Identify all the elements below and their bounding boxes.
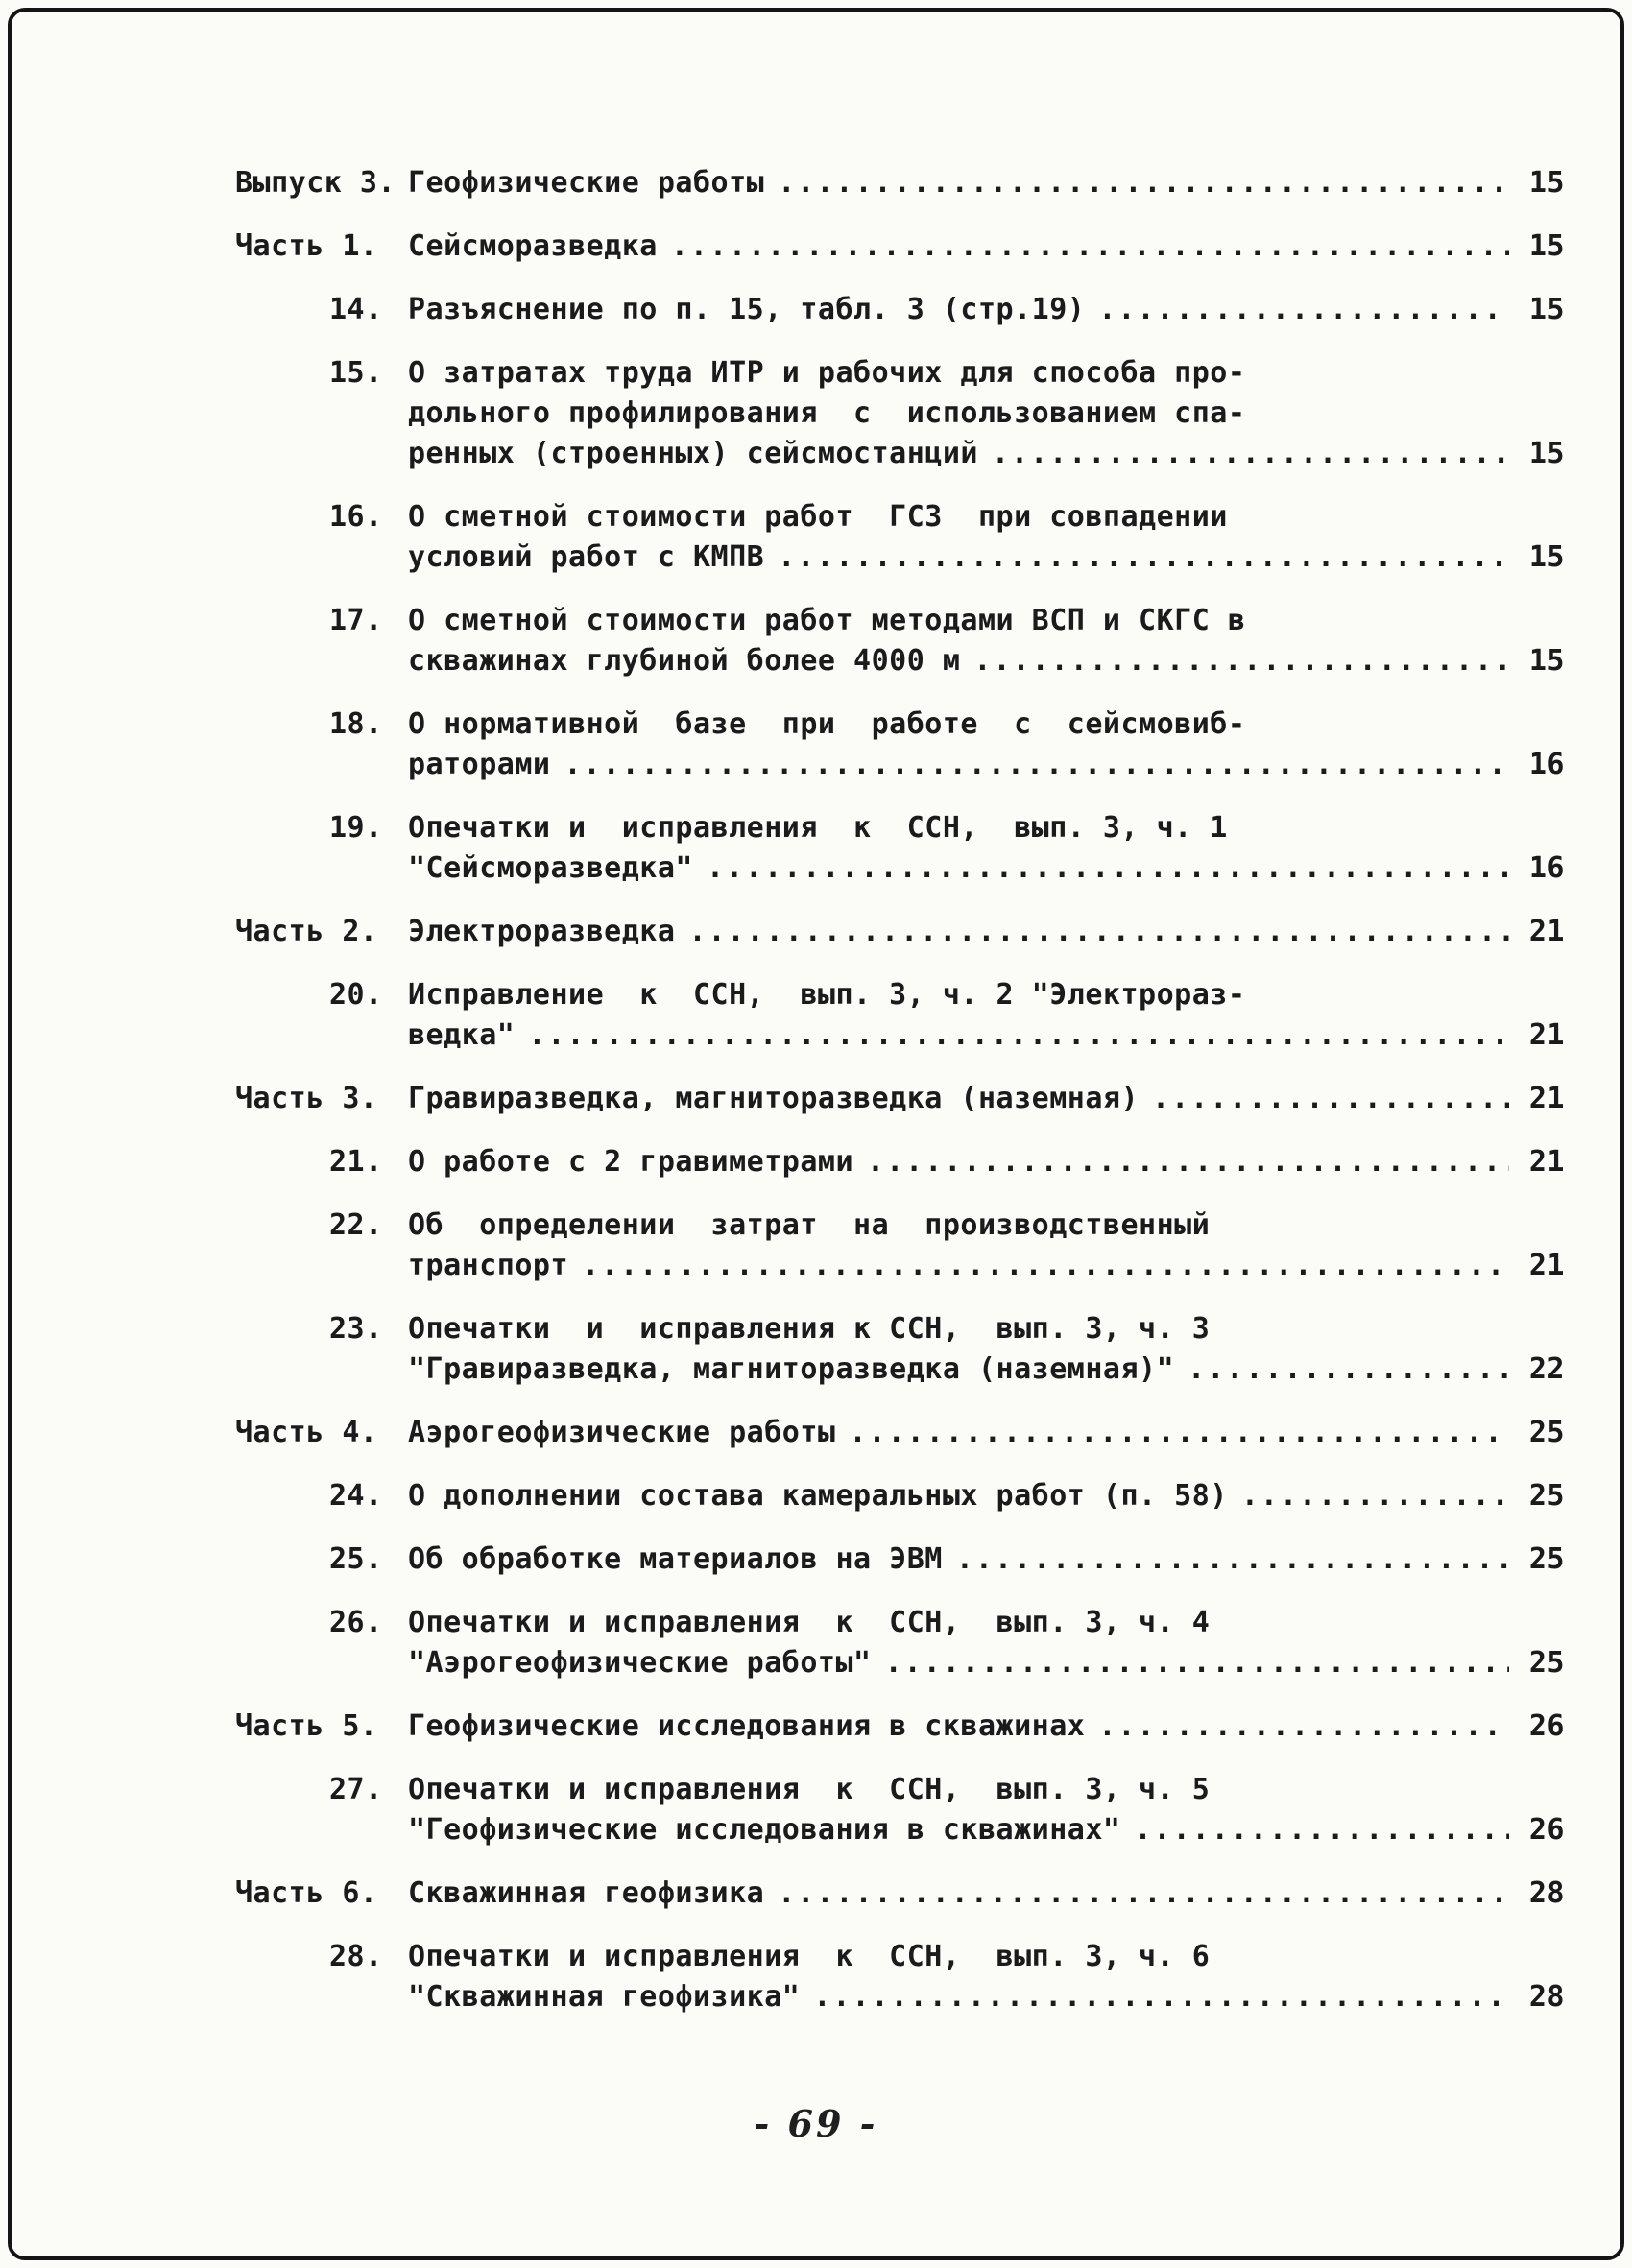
entry-label: 24.: [329, 1479, 383, 1513]
entry-page-number: 16: [1528, 748, 1565, 781]
entry-page-number: 28: [1528, 1876, 1565, 1910]
dot-leader: [764, 163, 1509, 203]
entry-line: [235, 1413, 1565, 1453]
entry-label: Часть 1.: [235, 229, 378, 263]
entry-line: [235, 434, 1565, 474]
entry-line: [235, 1079, 1565, 1119]
entry-line: [235, 227, 1565, 267]
entry-line: [235, 394, 1565, 434]
entry-label: 23.: [329, 1312, 383, 1346]
dot-leader: [658, 227, 1509, 267]
dot-leader: [675, 912, 1509, 952]
toc-entry: [235, 497, 1565, 578]
entry-label: Часть 6.: [235, 1876, 378, 1910]
entry-page-number: 28: [1528, 1980, 1565, 2014]
entry-line: [235, 497, 1565, 537]
dot-leader: [693, 848, 1509, 889]
entry-page-number: 25: [1528, 1479, 1565, 1513]
dot-leader: [835, 1413, 1509, 1453]
entry-page-number: 25: [1528, 1416, 1565, 1449]
entry-text: раторами: [408, 748, 551, 781]
entry-line: [235, 912, 1565, 952]
entry-page-number: 25: [1528, 1646, 1565, 1680]
toc-entry: [235, 1707, 1565, 1747]
entry-line: [235, 1309, 1565, 1349]
entry-page-number: 15: [1528, 229, 1565, 263]
toc-entry: [235, 1206, 1565, 1286]
dot-leader: [1120, 1810, 1509, 1850]
entry-label: 20.: [329, 978, 383, 1012]
toc-entry: [235, 1770, 1565, 1850]
toc-entry: [235, 1540, 1565, 1580]
entry-label: Часть 3.: [235, 1082, 378, 1115]
toc-entry: [235, 975, 1565, 1056]
dot-leader: [872, 1643, 1509, 1683]
toc-entry: [235, 227, 1565, 267]
toc-entry: [235, 704, 1565, 785]
entry-text: Скважинная геофизика: [408, 1876, 765, 1910]
entry-text: Об определении затрат на производственный: [408, 1208, 1211, 1242]
dot-leader: [515, 1015, 1509, 1056]
entry-page-number: 21: [1528, 1018, 1565, 1052]
entry-label: 25.: [329, 1542, 383, 1576]
entry-line: [235, 1349, 1565, 1390]
entry-label: 21.: [329, 1145, 383, 1179]
entry-line: [235, 163, 1565, 203]
entry-line: [235, 1540, 1565, 1580]
entry-label: 28.: [329, 1940, 383, 1973]
toc-entry: [235, 290, 1565, 330]
entry-page-number: 15: [1528, 437, 1565, 470]
entry-text: Геофизические исследования в скважинах: [408, 1709, 1086, 1743]
entry-text: ведка": [408, 1018, 516, 1052]
entry-line: [235, 745, 1565, 785]
entry-page-number: 15: [1528, 166, 1565, 200]
entry-label: 18.: [329, 707, 383, 741]
toc-entry: [235, 1413, 1565, 1453]
entry-line: [235, 704, 1565, 745]
dot-leader: [943, 1540, 1509, 1580]
entry-text: Разъяснение по п. 15, табл. 3 (стр.19): [408, 293, 1086, 326]
dot-leader: [800, 1977, 1509, 2017]
entry-page-number: 21: [1528, 1249, 1565, 1282]
entry-label: Часть 4.: [235, 1416, 378, 1449]
entry-page-number: 15: [1528, 540, 1565, 574]
toc-entry: [235, 1937, 1565, 2017]
toc-entry: [235, 912, 1565, 952]
toc-entry: [235, 1476, 1565, 1516]
entry-text: Опечатки и исправления к ССН, вып. 3, ч. 6: [408, 1940, 1211, 1973]
entry-text: транспорт: [408, 1249, 569, 1282]
toc-entry: [235, 163, 1565, 203]
entry-line: [235, 1015, 1565, 1056]
entry-text: Исправление к ССН, вып. 3, ч. 2 "Электрораз-: [408, 978, 1246, 1012]
toc-entry: [235, 808, 1565, 889]
entry-text: Опечатки и исправления к ССН, вып. 3, ч. 3: [408, 1312, 1211, 1346]
dot-leader: [1085, 290, 1509, 330]
entry-text: Опечатки и исправления к ССН, вып. 3, ч. 1: [408, 811, 1228, 845]
toc-entry: [235, 1603, 1565, 1683]
entry-line: [235, 1810, 1565, 1850]
entry-text: "Скважинная геофизика": [408, 1980, 801, 2014]
entry-line: [235, 1476, 1565, 1516]
entry-label: 26.: [329, 1606, 383, 1639]
entry-text: Опечатки и исправления к ССН, вып. 3, ч. 4: [408, 1606, 1211, 1639]
entry-line: [235, 537, 1565, 578]
entry-text: Об обработке материалов на ЭВМ: [408, 1542, 943, 1576]
entry-line: [235, 1937, 1565, 1977]
dot-leader: [960, 641, 1509, 681]
entry-label: 14.: [329, 293, 383, 326]
entry-label: 17.: [329, 604, 383, 637]
entry-label: 15.: [329, 356, 383, 390]
dot-leader: [978, 434, 1509, 474]
entry-text: дольного профилирования с использованием спа-: [408, 396, 1246, 430]
dot-leader: [1174, 1349, 1509, 1390]
entry-label: 27.: [329, 1773, 383, 1806]
entry-line: [235, 1603, 1565, 1643]
entry-text: "Аэрогеофизические работы": [408, 1646, 872, 1680]
toc-entry: [235, 601, 1565, 681]
entry-label: Выпуск 3.: [235, 166, 396, 200]
entry-line: [235, 808, 1565, 848]
entry-text: О затратах труда ИТР и рабочих для способа про-: [408, 356, 1246, 390]
entry-text: "Сейсморазведка": [408, 851, 693, 885]
dot-leader: [764, 537, 1509, 578]
entry-page-number: 25: [1528, 1542, 1565, 1576]
entry-text: Аэрогеофизические работы: [408, 1416, 836, 1449]
entry-text: "Гравиразведка, магниторазведка (наземная)": [408, 1352, 1175, 1386]
entry-line: [235, 353, 1565, 394]
entry-label: 16.: [329, 500, 383, 534]
dot-leader: [1228, 1476, 1509, 1516]
entry-line: [235, 1707, 1565, 1747]
entry-page-number: 21: [1528, 1145, 1565, 1179]
entry-text: Электроразведка: [408, 915, 676, 948]
entry-page-number: 21: [1528, 915, 1565, 948]
entry-text: О сметной стоимости работ ГСЗ при совпадении: [408, 500, 1228, 534]
entry-page-number: 15: [1528, 293, 1565, 326]
dot-leader: [568, 1246, 1509, 1286]
entry-line: [235, 601, 1565, 641]
entry-line: [235, 975, 1565, 1015]
entry-line: [235, 641, 1565, 681]
entry-page-number: 15: [1528, 644, 1565, 678]
toc-entry: [235, 1309, 1565, 1390]
entry-text: Опечатки и исправления к ССН, вып. 3, ч. 5: [408, 1773, 1211, 1806]
entry-line: [235, 1206, 1565, 1246]
entry-line: [235, 1142, 1565, 1182]
table-of-contents: [235, 163, 1565, 2017]
entry-text: О нормативной базе при работе с сейсмовиб-: [408, 707, 1246, 741]
entry-text: условий работ с КМПВ: [408, 540, 765, 574]
entry-text: О сметной стоимости работ методами ВСП и СКГС в: [408, 604, 1246, 637]
toc-entry: [235, 353, 1565, 474]
entry-line: [235, 1246, 1565, 1286]
toc-entry: [235, 1874, 1565, 1914]
entry-line: [235, 1874, 1565, 1914]
entry-line: [235, 1770, 1565, 1810]
entry-text: О работе с 2 гравиметрами: [408, 1145, 854, 1179]
entry-page-number: 26: [1528, 1709, 1565, 1743]
entry-label: Часть 5.: [235, 1709, 378, 1743]
entry-text: Геофизические работы: [408, 166, 765, 200]
entry-line: [235, 1977, 1565, 2017]
entry-text: ренных (строенных) сейсмостанций: [408, 437, 978, 470]
dot-leader: [551, 745, 1510, 785]
entry-page-number: 16: [1528, 851, 1565, 885]
dot-leader: [1085, 1707, 1509, 1747]
entry-line: [235, 290, 1565, 330]
dot-leader: [764, 1874, 1509, 1914]
entry-line: [235, 848, 1565, 889]
dot-leader: [1139, 1079, 1509, 1119]
entry-page-number: 21: [1528, 1082, 1565, 1115]
toc-entry: [235, 1079, 1565, 1119]
entry-text: скважинах глубиной более 4000 м: [408, 644, 961, 678]
entry-text: Гравиразведка, магниторазведка (наземная): [408, 1082, 1140, 1115]
entry-text: Сейсморазведка: [408, 229, 658, 263]
entry-page-number: 26: [1528, 1813, 1565, 1847]
entry-line: [235, 1643, 1565, 1683]
dot-leader: [853, 1142, 1509, 1182]
entry-label: 22.: [329, 1208, 383, 1242]
toc-entries: [235, 163, 1565, 2017]
entry-text: О дополнении состава камеральных работ (п. 58): [408, 1479, 1228, 1513]
entry-text: "Геофизические исследования в скважинах": [408, 1813, 1121, 1847]
entry-label: 19.: [329, 811, 383, 845]
page-footer-number: - 69 -: [754, 2102, 878, 2145]
entry-label: Часть 2.: [235, 915, 378, 948]
entry-page-number: 22: [1528, 1352, 1565, 1386]
toc-entry: [235, 1142, 1565, 1182]
